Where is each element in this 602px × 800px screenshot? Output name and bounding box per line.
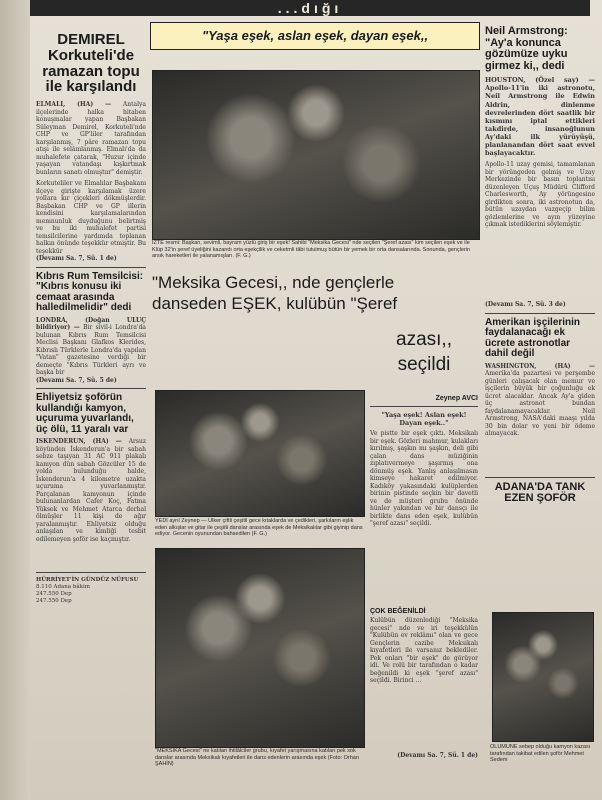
article3-text: Arsuz köyünden İskenderun'a bir sabah sebze taşıyan 31 AC 911 plakalı kamyon dün sabah Gözcüler 15 de yolda bulunduğu halde, İskenderun'a 4 kilometre uzakta uçuruma yuvarlanmıştır. Parçalanan kamyonun içinde bulunanlardan Cafer Koç, Fatma Yüksek ve Mehmet Atarca derhal ölmüşler 11 kişi de ağır yaralanmıştır. Ehliyetsiz olduğu anlaşılan ve kimliği tesbit edilemeyen şoför ise kaçmıştır. (36, 438, 146, 543)
article1-dateline: ELMALI, (HA) — (36, 101, 112, 108)
right-article1-body2: Apollo-11 uzay gemisi, tamamlanan bir yörüngeden gelmiş ve Uzay Merkezinde bir basın toplantısı düzenleyen Uçuş Müdürü Clifford Charlesworth, Ay yörüngesine girdikten sonra, iki astronotun da, bütün uzaydan vazgeçip bilim gözlemlerine ve ayın yüzeyine çıkmak istediklerini söylemiştir. (485, 161, 595, 229)
photo-costumed-group (155, 548, 365, 748)
masthead-strip (30, 0, 590, 16)
article3-dateline: İSKENDERUN, (HA) — (36, 438, 122, 445)
article1-cont: (Devamı Sa. 7, Sü. 1 de) (36, 255, 117, 262)
article2-cont: (Devamı Sa. 7, Sü. 5 de) (36, 376, 117, 384)
right-article1-headline: Neil Armstrong: "Ay'a konunca gözümüze uyku girmez ki,, dedi (485, 25, 568, 72)
right-column (485, 20, 595, 505)
right-article1-text: Apollo-11'in iki astronotu, Neil Armstrong ile Edwin Aldrin, dinlenme devrelerinden dört saatlik bir kısmını iptal ettikleri takdirde, insanoğlunun Ay'daki ilk yürüyüşü, planlanandan dört saat evvel başlayacaktır. (485, 84, 595, 158)
footer-row: 8.110 Adana bâkim (36, 583, 90, 590)
photo3-caption: "MEKSİKA Gecesi" ne katılan ihtilâlciler grubu, kıyafet yarışmasına katılan pek sok danslar arasında Meksikalı kıyafetleri ile dans edenlerin arasında eşek (Foto: Orhan ŞAHİN) (155, 748, 359, 768)
right-article2-dateline: WASHINGTON, (HA) — (485, 362, 595, 370)
divider (36, 388, 146, 389)
article1-headline: DEMIREL Korkuteli'de ramazan topu ile karşılandı (42, 31, 140, 96)
right-article1-dateline: HOUSTON, (Özel say) — (485, 76, 595, 85)
main-body: Ve pistte bir eşek çıktı. Meksikalı bir eşek. Gözleri mahmur, kulakları kırılmış, şaşkın mı şaşkın, deli gibi çalan dans müziğinin zıplatıvermeye şaşırmış ona dönmüş eşek. Yanlış anlaşılmasın kimseye hakaret edilmiyor. Kadıköy yakasındaki kulüplerden birinin pistinde seçkin bir davetli ve de müşteri grubu önünde hünler yakından ve bir dansçı ile birlikte dans eden eşek, kulübün "şeref azası" seçildi. (370, 430, 478, 528)
main-headline-line2: danseden EŞEK, kulübün "Şeref (152, 294, 398, 314)
byline: Zeynep AVCI (435, 395, 478, 402)
main-article-body (370, 395, 478, 760)
main-body2: Kulübün düzenlediği "Meksika gecesi" nde ve iri teşekkülün "Kulübün ev reklâmı" olan ve gece Gençlerin cazibe Meksikalı kıyafetleri ile varsanız beklediler. Pek onları "bir eşek" de görüyor idi. Ve rolü bir tarafından o kadar beğenildi ki eşek "şeref azası" seçildi. Birinci ... (370, 617, 478, 685)
right-article1-cont: (Devamı Sa. 7, Sü. 3 de) (485, 301, 566, 309)
article3-headline: Ehliyetsiz şoförün kullandığı kamyon, uçuruma yuvarlandı, üç ölü, 11 yaralı var (36, 392, 134, 435)
divider (36, 572, 146, 573)
footer-title: HÜRRİYET'İN GÜNDÜZ NÜFUSU (36, 577, 139, 583)
center-column (150, 22, 480, 50)
masthead-text: ...dığı (277, 0, 343, 16)
subhead: ÇOK BEĞENİLDİ (370, 608, 426, 616)
main-cont: (Devamı Sa. 7, Sü. 1 de) (397, 752, 478, 760)
lede: "Yaşa eşek! Aslan eşek! Dayan eşek.." (381, 411, 467, 428)
article2-body (36, 317, 146, 377)
divider (485, 313, 595, 314)
footer-row: 247.550 Dep (36, 597, 72, 604)
right-article2-headline: Amerikan işçilerinin faydalanacağı ek ücrete astronotlar dahil değil (485, 316, 581, 360)
right-article2-body (485, 363, 595, 473)
article2-dateline: LONDRA, (Doğan ULUÇ bildiriyor) — (36, 316, 146, 331)
article2-headline: Kıbrıs Rum Temsilcisi: "Kıbrıs konusu iki cemaat arasında halledilmelidir" dedi (36, 270, 144, 313)
article2-text: Bir sivil-i Londra'da bulunan Kıbrıs Rum Temsilcisi Meclisi Başkanı Glafkos Klerides, Kıbrıslı Türklerle Londra'da yapılan "Vatan" gazetesine verdiği bir demeçte "Kıbrıs Türkleri ayrı ve başka bir (36, 324, 146, 376)
article1-text: Antalya ilçelerinde halka hitaben konuşmalar yapan Başbakan Süleyman Demirel, Korkuteli'nde CHP ve GP'liler tarafından karşılanmış, 7 pâre ramazan topu atışı ile selâmlanmış. Elmalı'da da muhalefete çatarak, "Huzur içinde yaşayan vatandaşı kışkırtmak bunların sanatı olmuştur" demiştir. (36, 101, 146, 176)
right-article2-text: Amerika'da pazartesi ve perşembe günleri çalışacak olan memur ve işçilerin büyük bir çoğunluğu ek ücret alacaklar. Ancak Ay'a giden üç astronot bundan faydalanamayacaklar. Neil Armstrong, NASA'daki maaşı yılda 30 bin dolar ve yeni bir ödeme almayacak. (485, 370, 595, 438)
photo-driver-portrait (492, 612, 594, 742)
divider (370, 406, 478, 407)
photo2-caption: YEDİ ayrıl Zeynep — Ülker çiftli çeşitli gece kıtaklarda ve çedikleri, şarkıların eşlik eden alkışlar ve gitar ile çeşitli danslar arasında eşek de Meksikalılar gibi giyinip dans ediyor. Gecenin oyunundan bahsedilen (F. G.) (155, 518, 363, 538)
divider (36, 267, 146, 268)
main-headline-line3: azası,, (396, 329, 452, 350)
main-headline-tail (370, 328, 478, 377)
divider (485, 477, 595, 478)
main-headline (152, 272, 478, 315)
article1-body (36, 101, 146, 176)
page-shadow (0, 0, 30, 800)
main-headline-line1: "Meksika Gecesi,, nde gençlerle (152, 273, 395, 292)
article3-body (36, 438, 146, 568)
main-headline-line4: seçildi (397, 353, 451, 375)
right-article1-body (485, 76, 595, 157)
quote-headline: "Yaşa eşek, aslan eşek, dayan eşek,, (150, 22, 480, 50)
left-column (36, 20, 146, 605)
photo-donkey-dancing (152, 70, 480, 240)
right-footer-caption: ÖLÜMÜNE sebep olduğu kamyon kazası tarafından takibat edilen şoför Mehmet Sedem (490, 744, 591, 764)
photo1-caption: İZTE resmi: Başkan, sevimli, bayram yüzlü giriş bir eşek! Sahibi "Meksika Gecesi" nde seçilen "Şeref azası" kim seçilen eşek ve ile Klüp 32'in şeref üyeliğini kazandı orta eşekçilik ve ceketmli tâbi tutulmuş bütün bir yemek bir orta dansalarında. Sonunda, gençlerin arsık hareketleri ile yalanamışları. (F. G.) (152, 240, 471, 260)
photo-dance-floor (155, 390, 365, 517)
right-article3-headline: ADANA'DA TANK EZEN ŞOFÖR (494, 480, 586, 505)
article1-body2: Korkuteliler ve Elmalılar Başbakanı ilçeye girişte karşılamak üzere yollara kır çiçekleri dökmüşlerdir. Başbakan CHP ve GP illerin kendisini karşılamalarından memnunluk duyduğunu belirtmiş ve bu iki muhalefet partisi temsilcilerine yardımda toplanan halkın önünde teşekkür etmiştir. Bu teşekkür (36, 180, 146, 255)
footer-row: 247.550 Dep (36, 590, 72, 597)
